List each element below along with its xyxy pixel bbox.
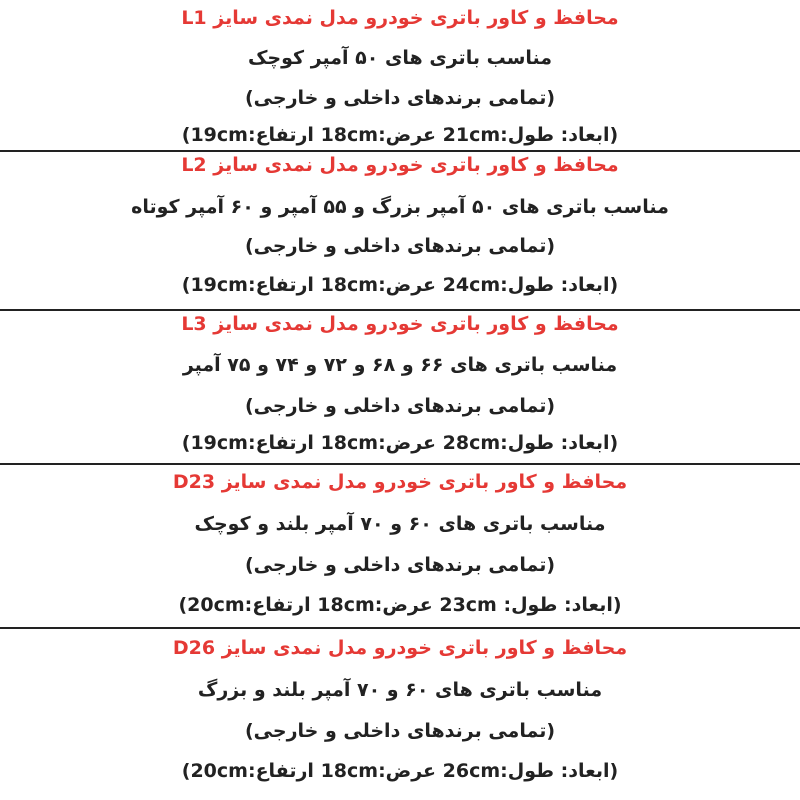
- brands-note: (تمامی برندهای داخلی و خارجی): [244, 720, 556, 742]
- divider: [0, 627, 800, 629]
- dimensions: (ابعاد: طول:21cm عرض:18cm ارتفاع:19cm): [181, 124, 619, 146]
- suitable-batteries: مناسب باتری های ۵۰ آمپر کوچک: [247, 47, 553, 69]
- suitable-batteries: مناسب باتری های ۵۰ آمپر بزرگ و ۵۵ آمپر و ۶۰ آمپر کوتاه: [131, 196, 669, 218]
- brands-note: (تمامی برندهای داخلی و خارجی): [244, 395, 556, 417]
- suitable-batteries: مناسب باتری های ۶۰ و ۷۰ آمپر بلند و کوچک: [194, 513, 606, 535]
- dimensions: (ابعاد: طول:26cm عرض:18cm ارتفاع:20cm): [181, 760, 619, 782]
- suitable-batteries: مناسب باتری های ۶۰ و ۷۰ آمپر بلند و بزرگ: [197, 679, 603, 701]
- brands-note: (تمامی برندهای داخلی و خارجی): [244, 554, 556, 576]
- divider: [0, 463, 800, 465]
- brands-note: (تمامی برندهای داخلی و خارجی): [244, 235, 556, 257]
- brands-note: (تمامی برندهای داخلی و خارجی): [244, 87, 556, 109]
- dimensions: (ابعاد: طول: 23cm عرض:18cm ارتفاع:20cm): [178, 594, 622, 616]
- size-title: محافظ و کاور باتری خودرو مدل نمدی سایز L3: [181, 313, 619, 335]
- size-title: محافظ و کاور باتری خودرو مدل نمدی سایز D26: [172, 637, 628, 659]
- size-title: محافظ و کاور باتری خودرو مدل نمدی سایز L2: [181, 154, 619, 176]
- size-title: محافظ و کاور باتری خودرو مدل نمدی سایز D23: [172, 471, 628, 493]
- dimensions: (ابعاد: طول:24cm عرض:18cm ارتفاع:19cm): [181, 274, 619, 296]
- suitable-batteries: مناسب باتری های ۶۶ و ۶۸ و ۷۲ و ۷۴ و ۷۵ آمپر: [182, 354, 618, 376]
- size-title: محافظ و کاور باتری خودرو مدل نمدی سایز L1: [181, 7, 619, 29]
- dimensions: (ابعاد: طول:28cm عرض:18cm ارتفاع:19cm): [181, 432, 619, 454]
